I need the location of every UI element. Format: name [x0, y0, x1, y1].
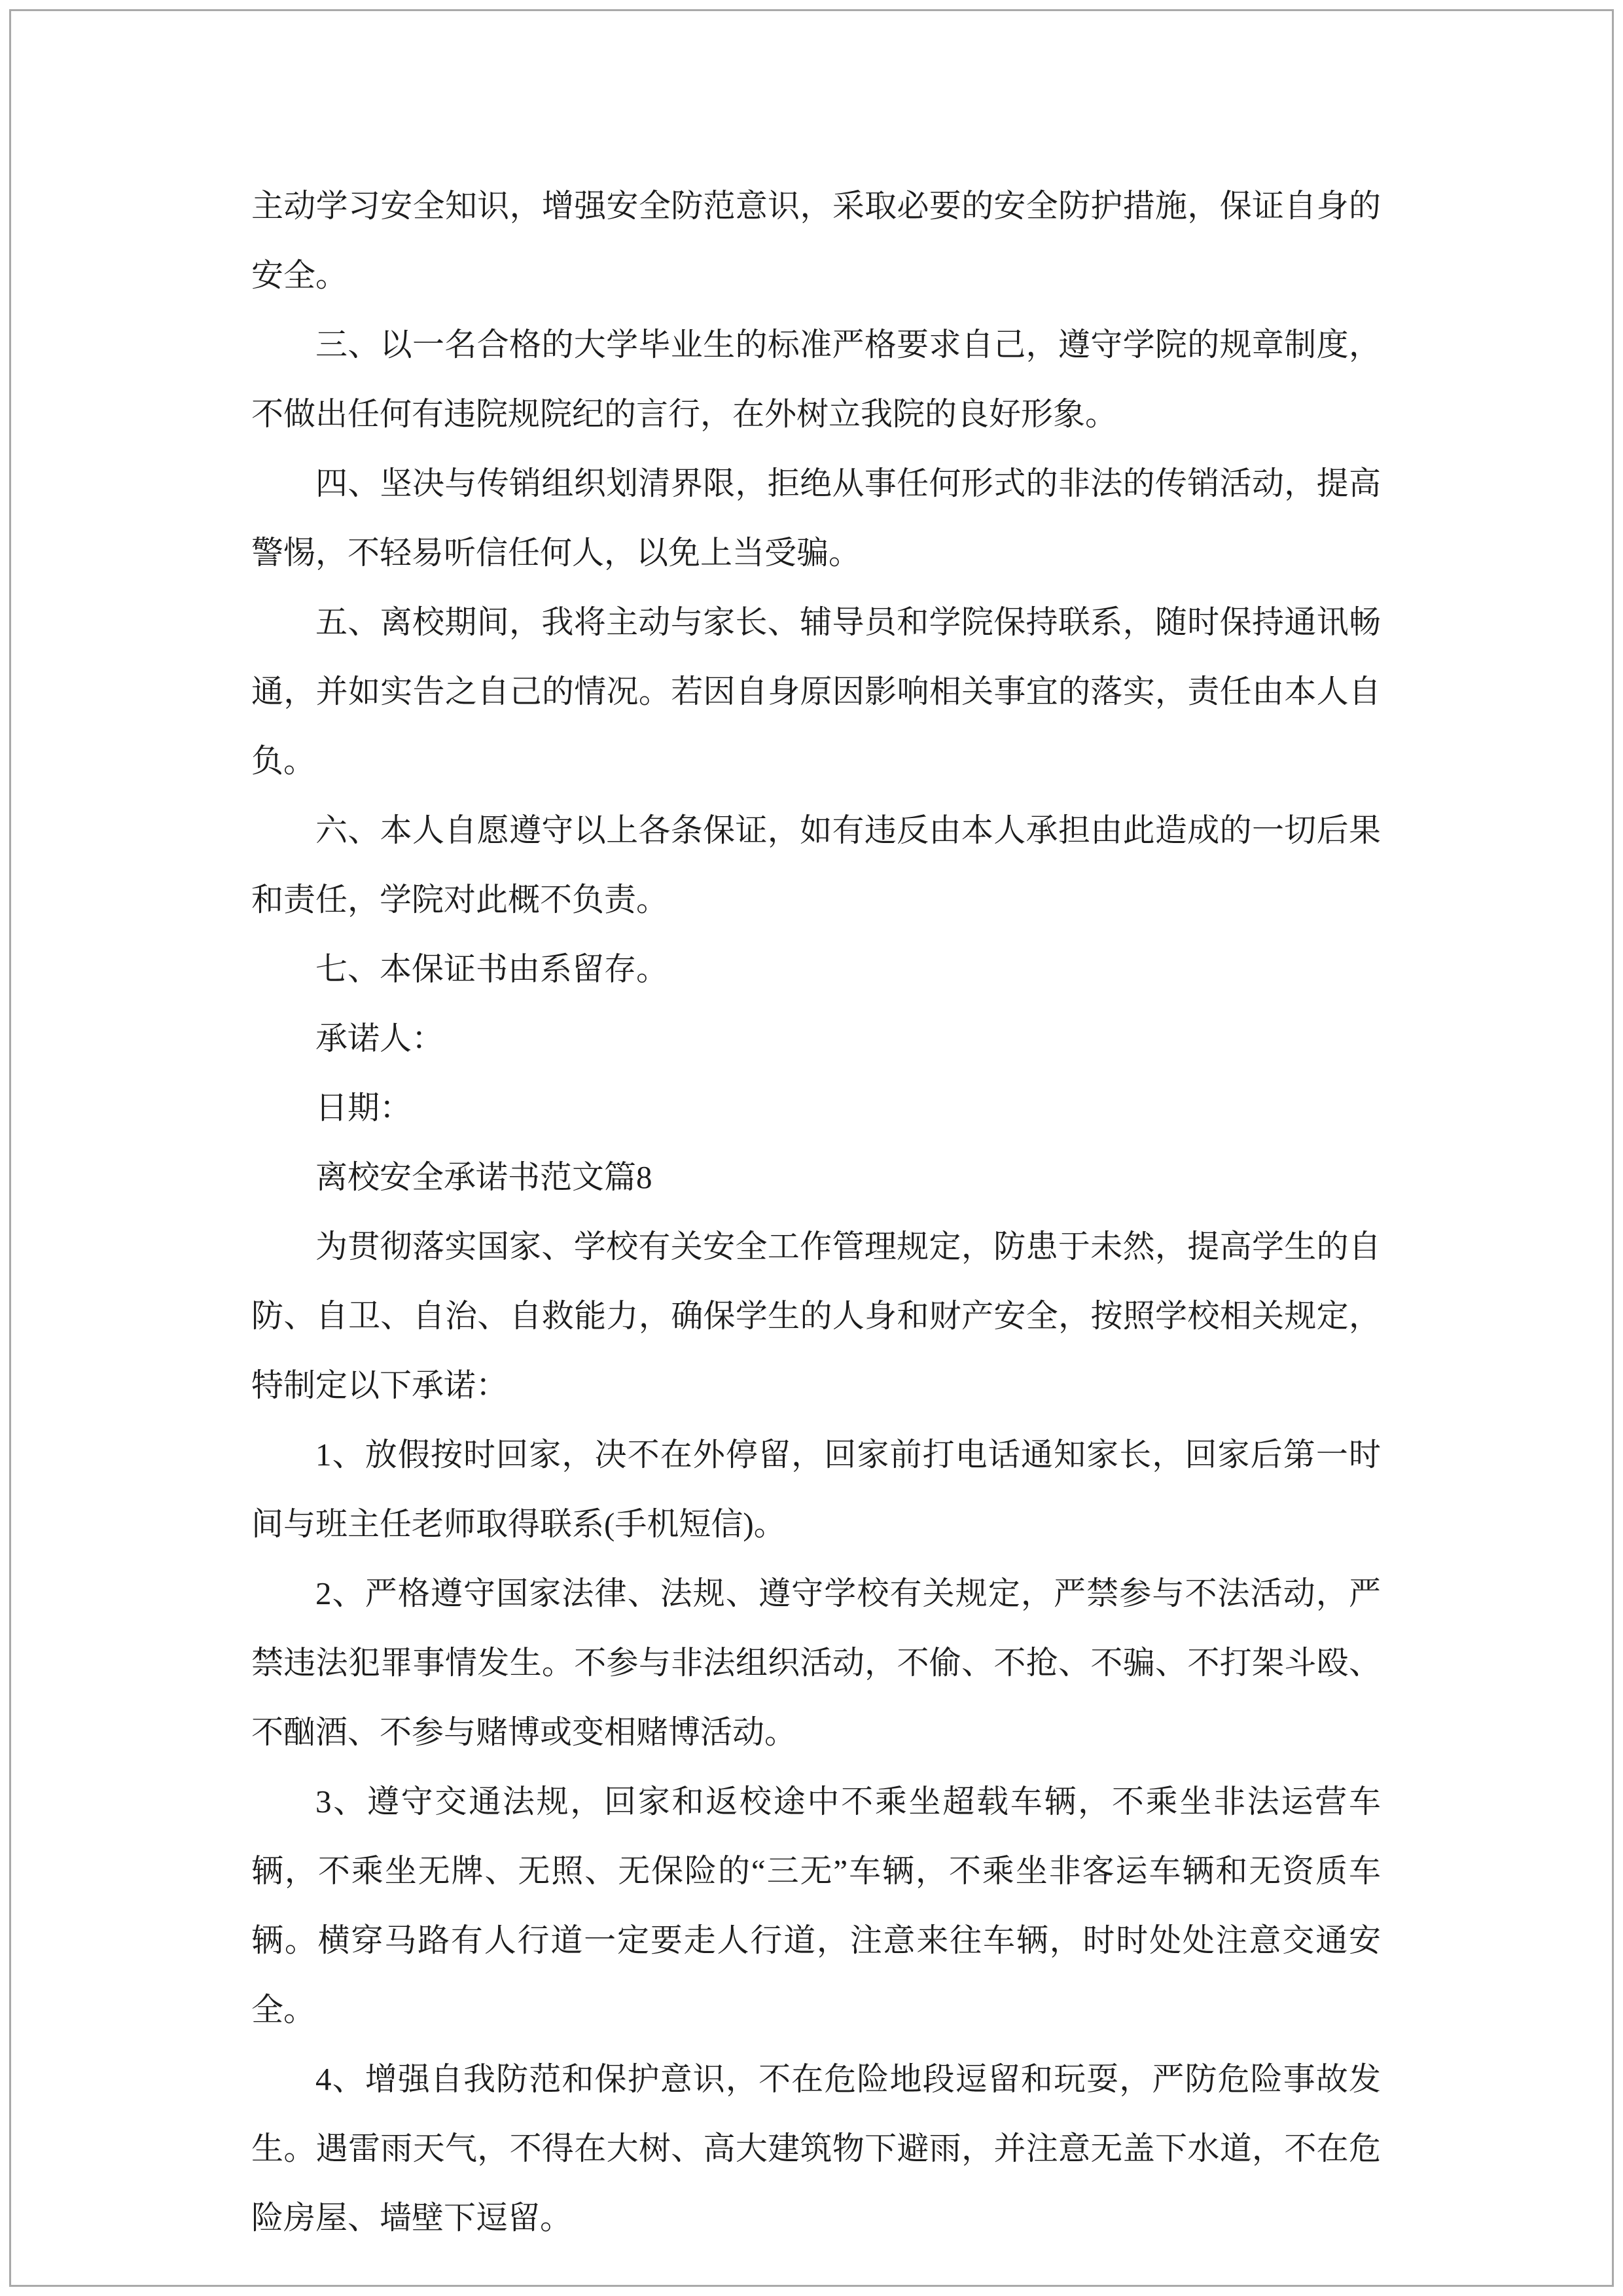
paragraph: 七、本保证书由系留存。	[315, 951, 669, 987]
paragraph: 4、增强自我防范和保护意识，不在危险地段逗留和玩耍，严防危险事故发生。遇雷雨天气，不得在大树、高大建筑物下避雨，并注意无盖下水道，不在危险房屋、墙壁下逗留。	[251, 2061, 1381, 2236]
date-line: 日期：	[315, 1090, 412, 1126]
signature-line: 承诺人：	[315, 1020, 444, 1056]
document-content	[251, 171, 1381, 2253]
paragraph: 为贯彻落实国家、学校有关安全工作管理规定，防患于未然，提高学生的自防、自卫、自治、自救能力，确保学生的人身和财产安全，按照学校相关规定，特制定以下承诺：	[251, 1229, 1381, 1403]
paragraph: 三、以一名合格的大学毕业生的标准严格要求自己，遵守学院的规章制度，不做出任何有违院规院纪的言行，在外树立我院的良好形象。	[251, 327, 1381, 432]
paragraph: 2、严格遵守国家法律、法规、遵守学校有关规定，严禁参与不法活动，严禁违法犯罪事情发生。不参与非法组织活动，不偷、不抢、不骗、不打架斗殴、不酗酒、不参与赌博或变相赌博活动。	[251, 1575, 1381, 1750]
paragraph: 3、遵守交通法规，回家和返校途中不乘坐超载车辆，不乘坐非法运营车辆，不乘坐无牌、无照、无保险的“三无”车辆，不乘坐非客运车辆和无资质车辆。横穿马路有人行道一定要走人行道，注意来往车辆，时时处处注意交通安全。	[251, 1784, 1381, 2028]
paragraph: 1、放假按时回家，决不在外停留，回家前打电话通知家长，回家后第一时间与班主任老师取得联系(手机短信)。	[251, 1437, 1381, 1542]
paragraph: 五、离校期间，我将主动与家长、辅导员和学院保持联系，随时保持通讯畅通，并如实告之自己的情况。若因自身原因影响相关事宜的落实，责任由本人自负。	[251, 604, 1381, 779]
paragraph: 主动学习安全知识，增强安全防范意识，采取必要的安全防护措施，保证自身的安全。	[251, 188, 1381, 293]
section-heading: 离校安全承诺书范文篇8	[315, 1159, 652, 1195]
paragraph: 四、坚决与传销组织划清界限，拒绝从事任何形式的非法的传销活动，提高警惕，不轻易听信任何人，以免上当受骗。	[251, 465, 1381, 571]
paragraph: 六、本人自愿遵守以上各条保证，如有违反由本人承担由此造成的一切后果和责任，学院对此概不负责。	[251, 812, 1381, 918]
